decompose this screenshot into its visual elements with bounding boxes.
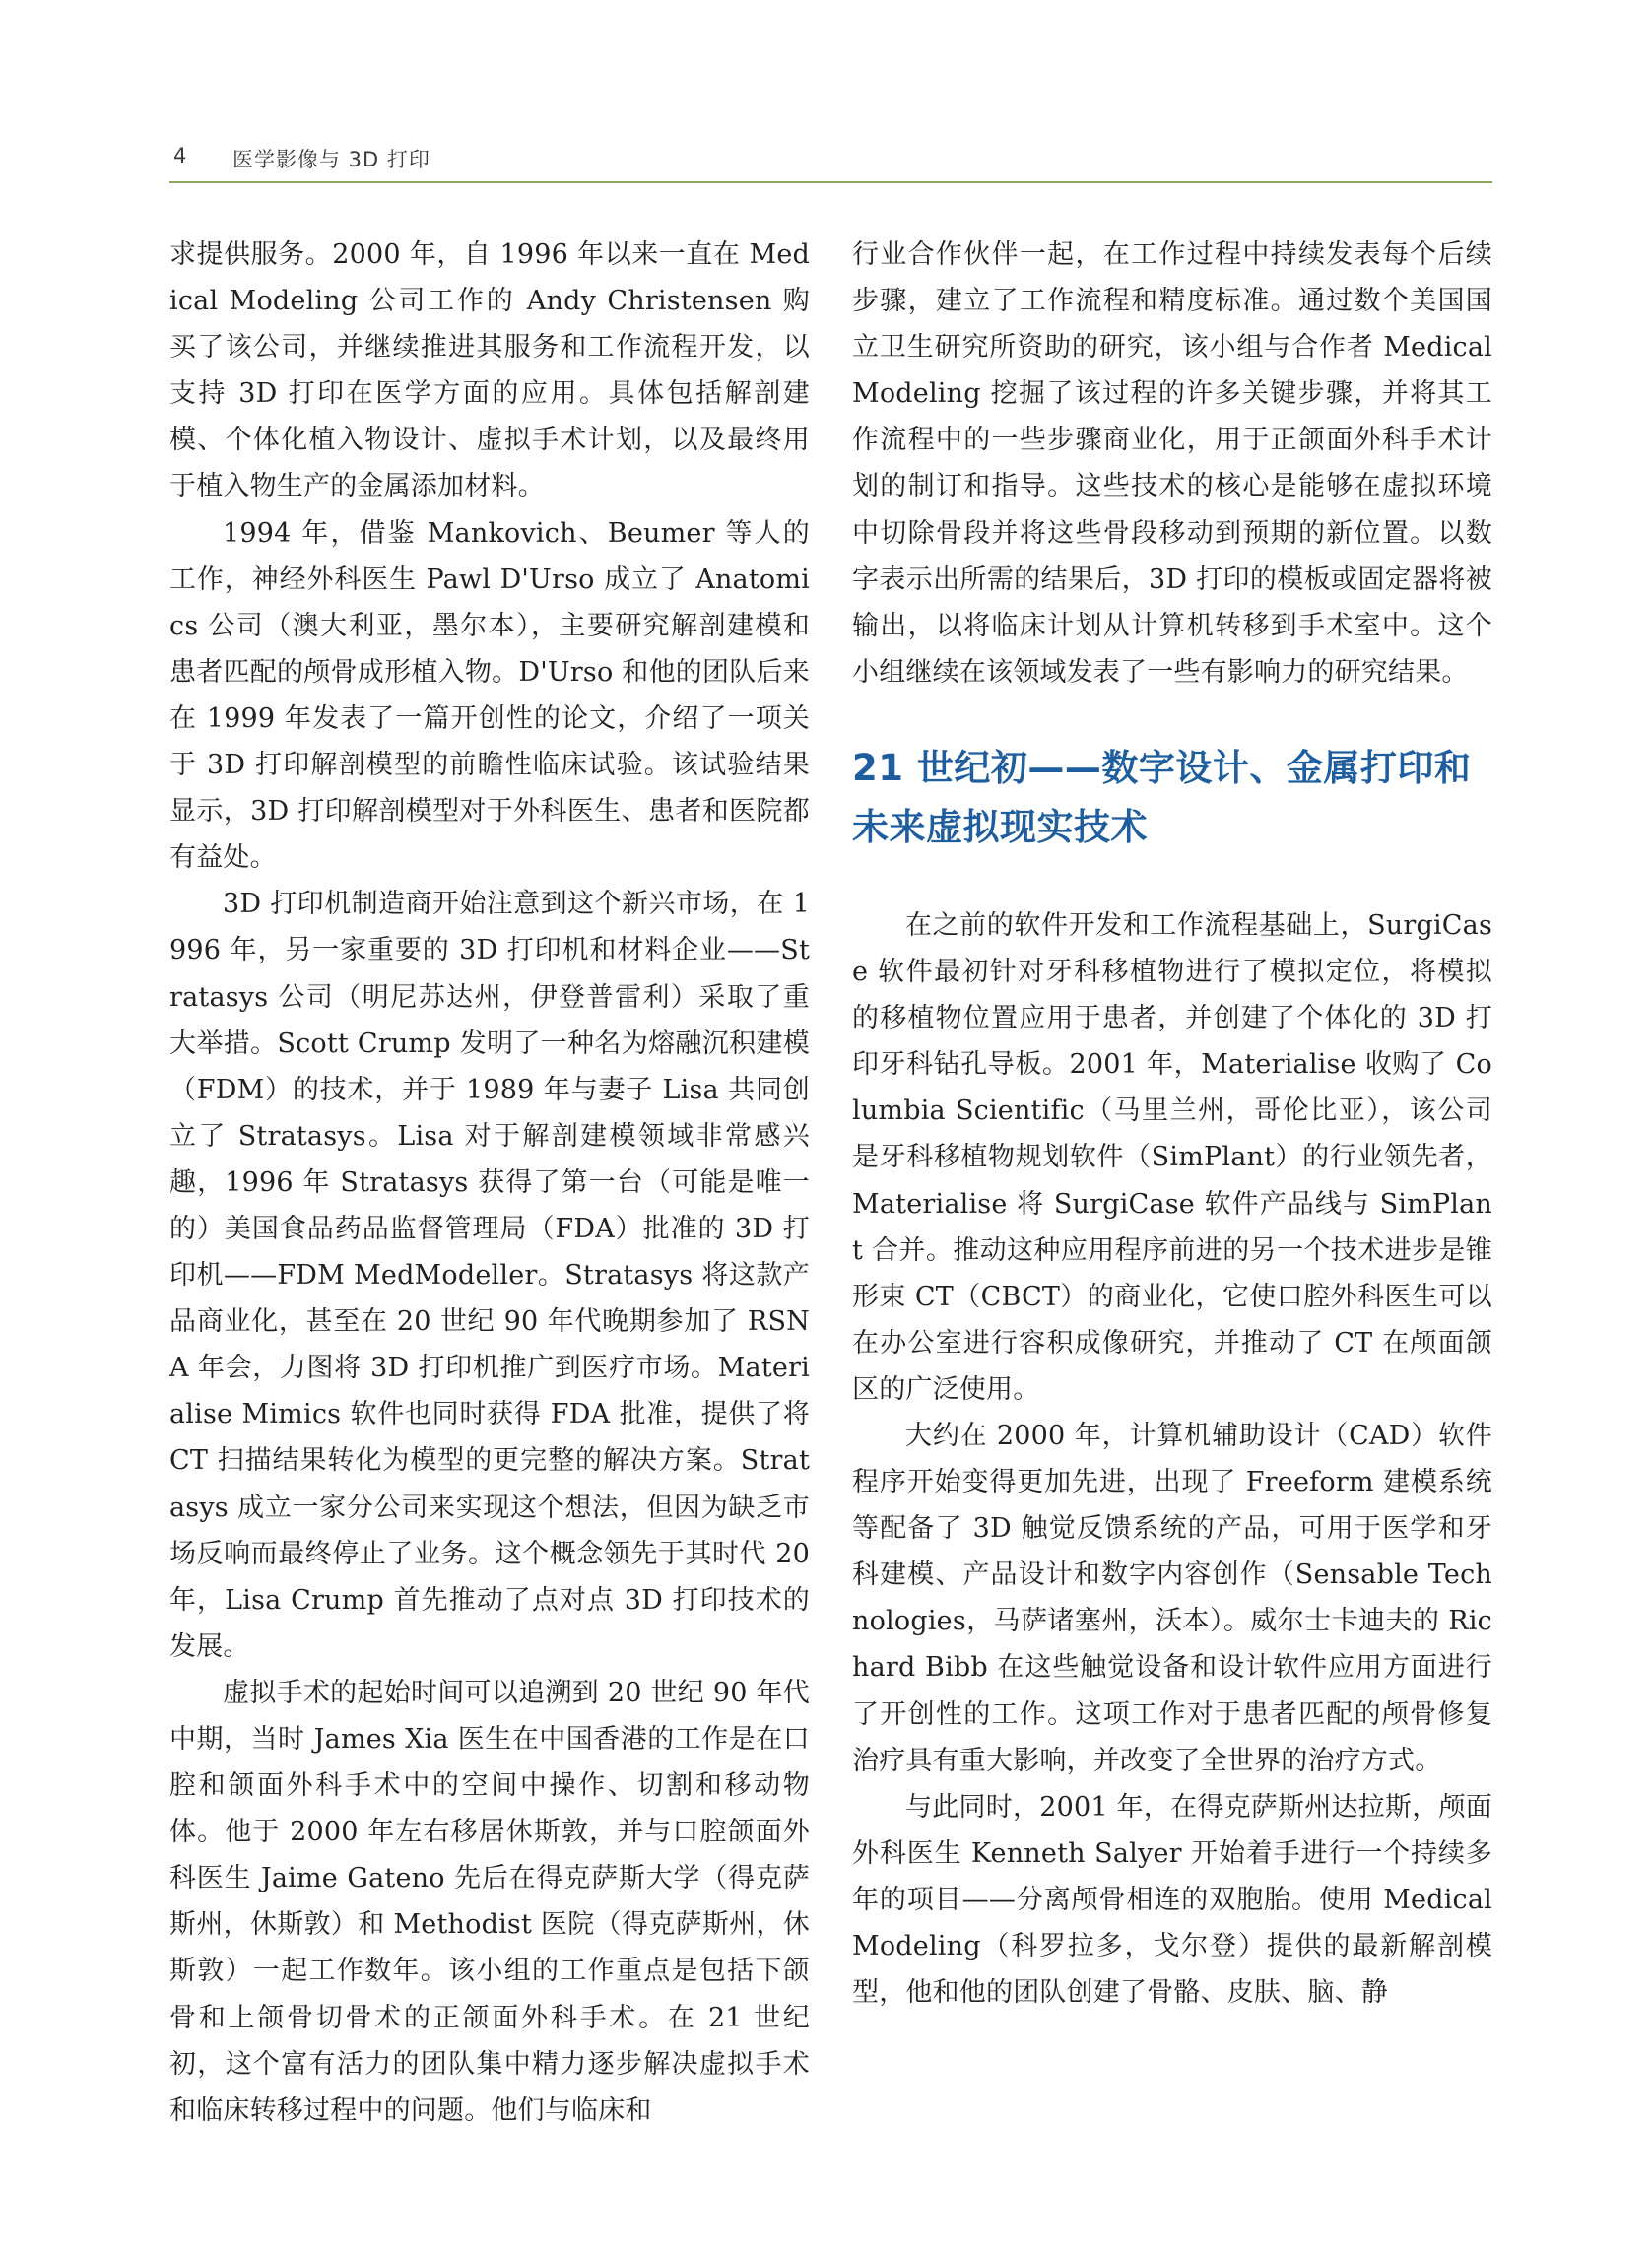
paragraph: 与此同时，2001 年，在得克萨斯州达拉斯，颅面外科医生 Kenneth Salyer 开始着手进行一个持续多年的项目——分离颅骨相连的双胞胎。使用 Medical Modeling（科罗拉多，戈尔登）提供的最新解剖模型，他和他的团队创建了骨骼、皮肤、脑、静 bbox=[852, 1791, 1492, 2009]
paragraph: 1994 年，借鉴 Mankovich、Beumer 等人的工作，神经外科医生 Pawl D'Urso 成立了 Anatomics 公司（澳大利亚，墨尔本），主要研究解剖建模和患者匹配的颅骨成形植入物。D'Urso 和他的团队后来在 1999 年发表了一篇开创性的论文，介绍了一项关于 3D 打印解剖模型的前瞻性临床试验。该试验结果显示，3D 打印解剖模型对于外科医生、患者和医院都有益处。 bbox=[169, 517, 810, 874]
section-title: 21 世纪初——数字设计、金属打印和未来虚拟现实技术 bbox=[852, 746, 1472, 848]
page-number: 4 bbox=[173, 144, 187, 167]
left-column bbox=[169, 232, 810, 2134]
paragraph: 虚拟手术的起始时间可以追溯到 20 世纪 90 年代中期，当时 James Xia 医生在中国香港的工作是在口腔和颌面外科手术中的空间中操作、切割和移动物体。他于 2000 年左右移居休斯敦，并与口腔颌面外科医生 Jaime Gateno 先后在得克萨斯大学（得克萨斯州，休斯敦）和 Methodist 医院（得克萨斯州，休斯敦）一起工作数年。该小组的工作重点是包括下颌骨和上颌骨切骨术的正颌面外科手术。在 21 世纪初，这个富有活力的团队集中精力逐步解决虚拟手术和临床转移过程中的问题。他们与临床和 bbox=[169, 1677, 810, 2126]
right-column bbox=[852, 232, 1492, 2016]
paragraph: 3D 打印机制造商开始注意到这个新兴市场，在 1996 年，另一家重要的 3D 打印机和材料企业——Stratasys 公司（明尼苏达州，伊登普雷利）采取了重大举措。Scott Crump 发明了一种名为熔融沉积建模（FDM）的技术，并于 1989 年与妻子 Lisa 共同创立了 Stratasys。Lisa 对于解剖建模领域非常感兴趣，1996 年 Stratasys 获得了第一台（可能是唯一的）美国食品药品监督管理局（FDA）批准的 3D 打印机——FDM MedModeller。Stratasys 将这款产品商业化，甚至在 20 世纪 90 年代晚期参加了 RSNA 年会，力图将 3D 打印机推广到医疗市场。Materialise Mimics 软件也同时获得 FDA 批准，提供了将 CT 扫描结果转化为模型的更完整的解决方案。Stratasys 成立一家分公司来实现这个想法，但因为缺乏市场反响而最终停止了业务。这个概念领先于其时代 20年，Lisa Crump 首先推动了点对点 3D 打印技术的发展。 bbox=[169, 889, 810, 1662]
paragraph: 大约在 2000 年，计算机辅助设计（CAD）软件程序开始变得更加先进，出现了 Freeform 建模系统等配备了 3D 触觉反馈系统的产品，可用于医学和牙科建模、产品设计和数字内容创作（Sensable Technologies，马萨诸塞州，沃本）。威尔士卡迪夫的 Richard Bibb 在这些触觉设备和设计软件应用方面进行了开创性的工作。这项工作对于患者匹配的颅骨修复治疗具有重大影响，并改变了全世界的治疗方式。 bbox=[852, 1420, 1492, 1776]
paragraph: 行业合作伙伴一起，在工作过程中持续发表每个后续步骤，建立了工作流程和精度标准。通过数个美国国立卫生研究所资助的研究，该小组与合作者 Medical Modeling 挖掘了该过程的许多关键步骤，并将其工作流程中的一些步骤商业化，用于正颌面外科手术计划的制订和指导。这些技术的核心是能够在虚拟环境中切除骨段并将这些骨段移动到预期的新位置。以数字表示出所需的结果后，3D 打印的模板或固定器将被输出，以将临床计划从计算机转移到手术室中。这个小组继续在该领域发表了一些有影响力的研究结果。 bbox=[852, 239, 1492, 688]
running-header bbox=[169, 140, 1492, 183]
paragraph: 在之前的软件开发和工作流程基础上，SurgiCase 软件最初针对牙科移植物进行了模拟定位，将模拟的移植物位置应用于患者，并创建了个体化的 3D 打印牙科钻孔导板。2001 年，Materialise 收购了 Columbia Scientific（马里兰州，哥伦比亚），该公司是牙科移植物规划软件（SimPlant）的行业领先者，Materialise 将 SurgiCase 软件产品线与 SimPlant 合并。推动这种应用程序前进的另一个技术进步是锥形束 CT（CBCT）的商业化，它使口腔外科医生可以在办公室进行容积成像研究，并推动了 CT 在颅面颌区的广泛使用。 bbox=[852, 909, 1492, 1405]
book-title: 医学影像与 3D 打印 bbox=[232, 148, 430, 171]
paragraph: 求提供服务。2000 年，自 1996 年以来一直在 Medical Modeling 公司工作的 Andy Christensen 购买了该公司，并继续推进其服务和工作流程开发，以支持 3D 打印在医学方面的应用。具体包括解剖建模、个体化植入物设计、虚拟手术计划，以及最终用于植入物生产的金属添加材料。 bbox=[169, 239, 810, 502]
